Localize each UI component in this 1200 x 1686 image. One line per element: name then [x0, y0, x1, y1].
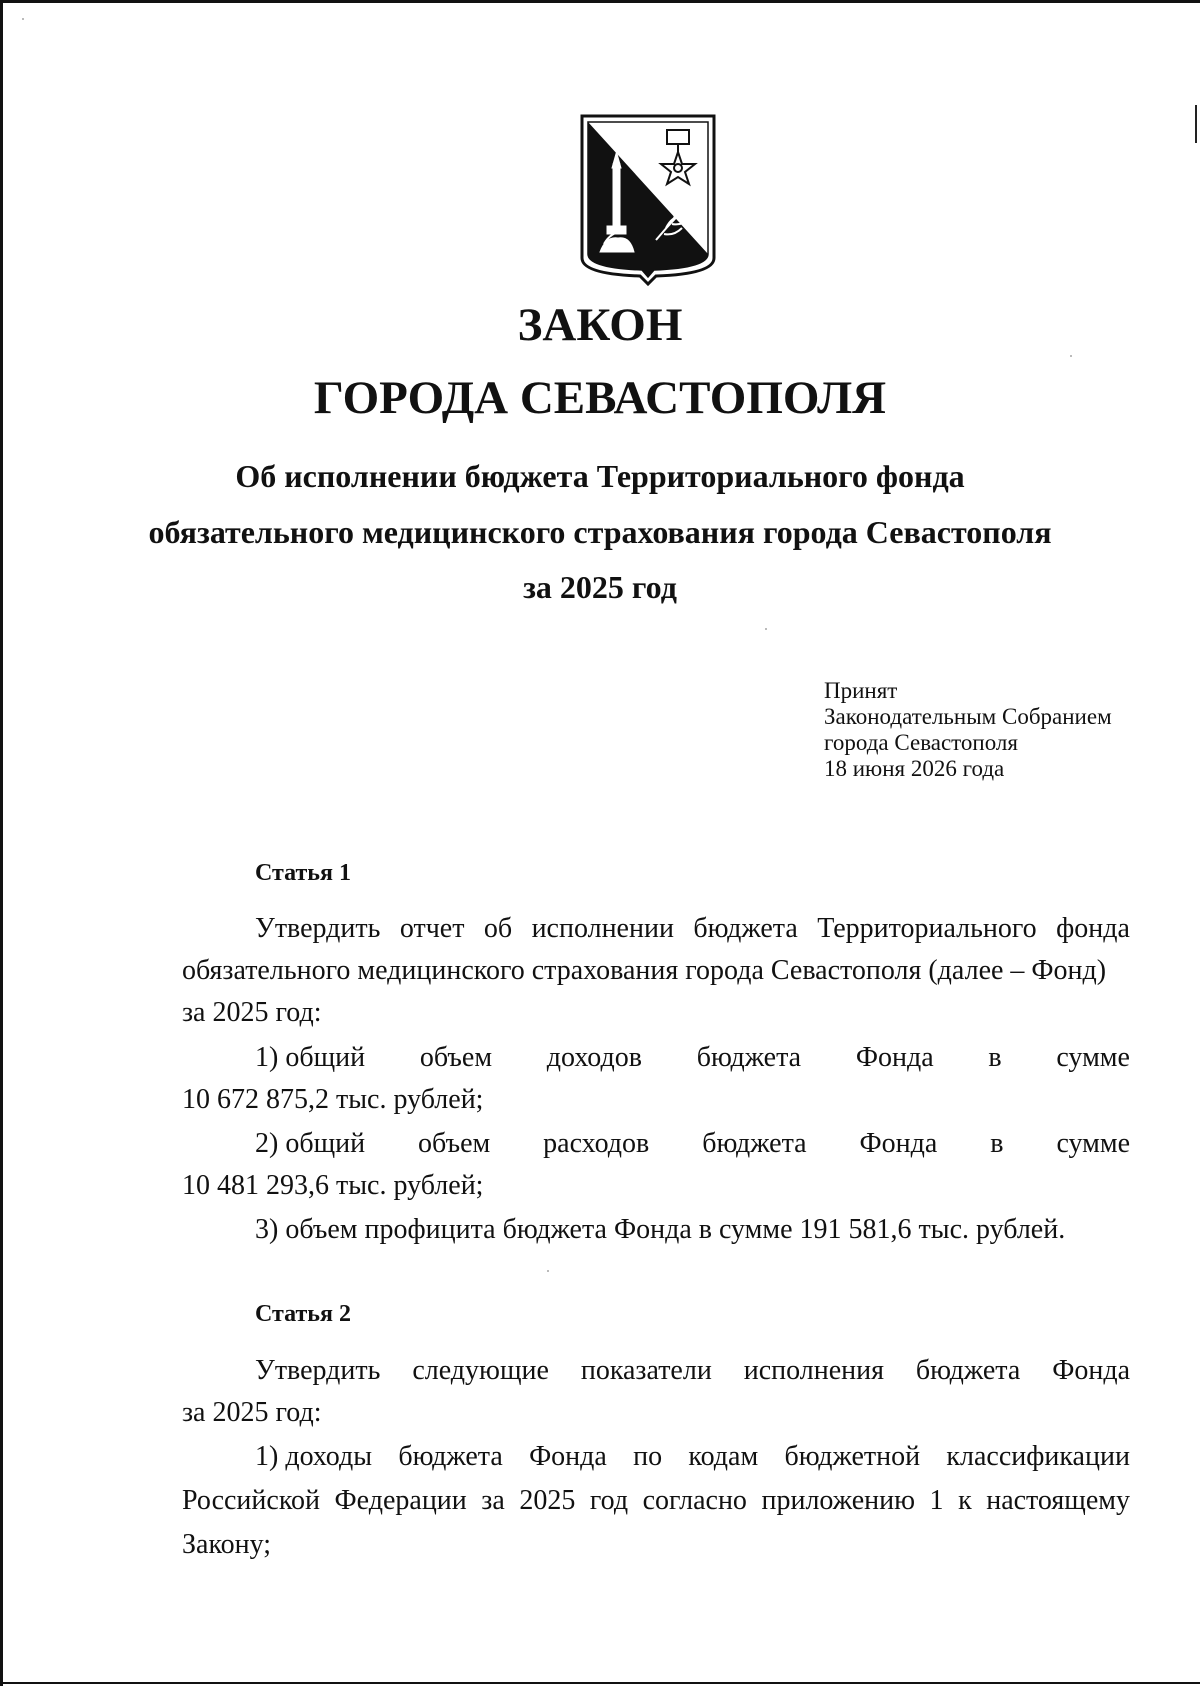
article-2-intro-line-2: за 2025 год: — [182, 1397, 322, 1428]
scan-speck — [1070, 355, 1072, 357]
city-heading: ГОРОДА СЕВАСТОПОЛЯ — [313, 372, 887, 424]
word: согласно — [642, 1485, 747, 1516]
word: Фонда — [1052, 1355, 1130, 1386]
word: в — [988, 1042, 1002, 1073]
word: фонда — [1056, 913, 1130, 944]
word: Фонда — [529, 1441, 607, 1472]
article-2-title: Статья 2 — [255, 1301, 351, 1327]
word: сумме — [1056, 1128, 1130, 1159]
word: 1) общий — [255, 1042, 366, 1073]
adoption-line: Принят — [824, 678, 898, 703]
article-1-item-1-amount: 10 672 875,2 тыс. рублей; — [182, 1084, 484, 1115]
word: следующие — [412, 1355, 549, 1386]
word: бюджета — [702, 1128, 807, 1159]
word: в — [990, 1128, 1004, 1159]
article-2-intro-line-1 — [182, 1356, 1130, 1386]
word: 2025 — [519, 1485, 576, 1516]
word: Утвердить — [255, 913, 381, 944]
word: бюджета — [915, 1355, 1021, 1386]
word: 2) общий — [255, 1128, 366, 1159]
word: Фонда — [855, 1042, 934, 1073]
word: бюджета — [693, 913, 798, 944]
article-1-item-3: 3) объем профицита бюджета Фонда в сумме 191 581,6 тыс. рублей. — [255, 1214, 1066, 1245]
scan-speck — [765, 628, 767, 630]
word: Федерации — [334, 1485, 467, 1516]
article-1-intro-line-1 — [182, 914, 1130, 944]
article-1-item-2-amount: 10 481 293,6 тыс. рублей; — [182, 1170, 484, 1201]
article-1-item-1-line-1 — [182, 1043, 1130, 1073]
word: об — [483, 913, 513, 944]
scan-speck — [22, 18, 24, 20]
word: бюджета — [398, 1441, 503, 1472]
word: доходов — [546, 1042, 642, 1073]
word: объем — [419, 1042, 493, 1073]
adoption-line: города Севастополя — [824, 730, 1018, 755]
article-2-item-1-line-2 — [182, 1486, 1130, 1516]
word: отчет — [399, 913, 465, 944]
law-subtitle-line-2: обязательного медицинского страхования города Севастополя — [148, 514, 1052, 550]
word: расходов — [543, 1128, 650, 1159]
word: исполнении — [531, 913, 674, 944]
word: кодам — [688, 1441, 759, 1472]
article-1-intro-line-3: за 2025 год: — [182, 997, 322, 1028]
word: год — [589, 1485, 629, 1516]
word: Утвердить — [255, 1355, 381, 1386]
scan-border-left — [0, 0, 3, 1686]
word: классификации — [946, 1441, 1130, 1472]
article-1-item-2-line-1 — [182, 1129, 1130, 1159]
law-heading: ЗАКОН — [517, 299, 683, 351]
word: 1) доходы — [255, 1441, 373, 1472]
word: показатели — [580, 1355, 712, 1386]
law-subtitle-line-3: за 2025 год — [523, 569, 677, 605]
word: приложению — [761, 1485, 916, 1516]
word: за — [481, 1485, 505, 1516]
law-subtitle-line-1: Об исполнении бюджета Территориального фонда — [235, 458, 965, 494]
word: Фонда — [859, 1128, 938, 1159]
scan-speck — [547, 1270, 549, 1272]
word: объем — [418, 1128, 491, 1159]
word: Российской — [182, 1485, 320, 1516]
sevastopol-coat-of-arms-icon — [578, 112, 718, 288]
scan-border-bottom — [0, 1682, 1200, 1684]
word: бюджетной — [784, 1441, 921, 1472]
word: по — [633, 1441, 663, 1472]
adoption-block — [824, 678, 1112, 782]
word: исполнения — [743, 1355, 884, 1386]
word: настоящему — [986, 1485, 1130, 1516]
word: бюджета — [696, 1042, 802, 1073]
scan-border-top — [0, 0, 1200, 3]
article-2-item-1-line-3: Закону; — [182, 1529, 272, 1560]
scan-edge-mark — [1195, 105, 1197, 143]
adoption-line: Законодательным Собранием — [824, 704, 1112, 729]
word: 1 — [929, 1485, 944, 1516]
article-1-intro-line-2: обязательного медицинского страхования города Севастополя (далее – Фонд) — [182, 955, 1107, 986]
word: сумме — [1056, 1042, 1130, 1073]
word: к — [958, 1485, 972, 1516]
article-2-item-1-line-1 — [182, 1442, 1130, 1472]
word: Территориального — [817, 913, 1037, 944]
article-1-title: Статья 1 — [255, 860, 351, 886]
adoption-date: 18 июня 2026 года — [824, 756, 1005, 781]
